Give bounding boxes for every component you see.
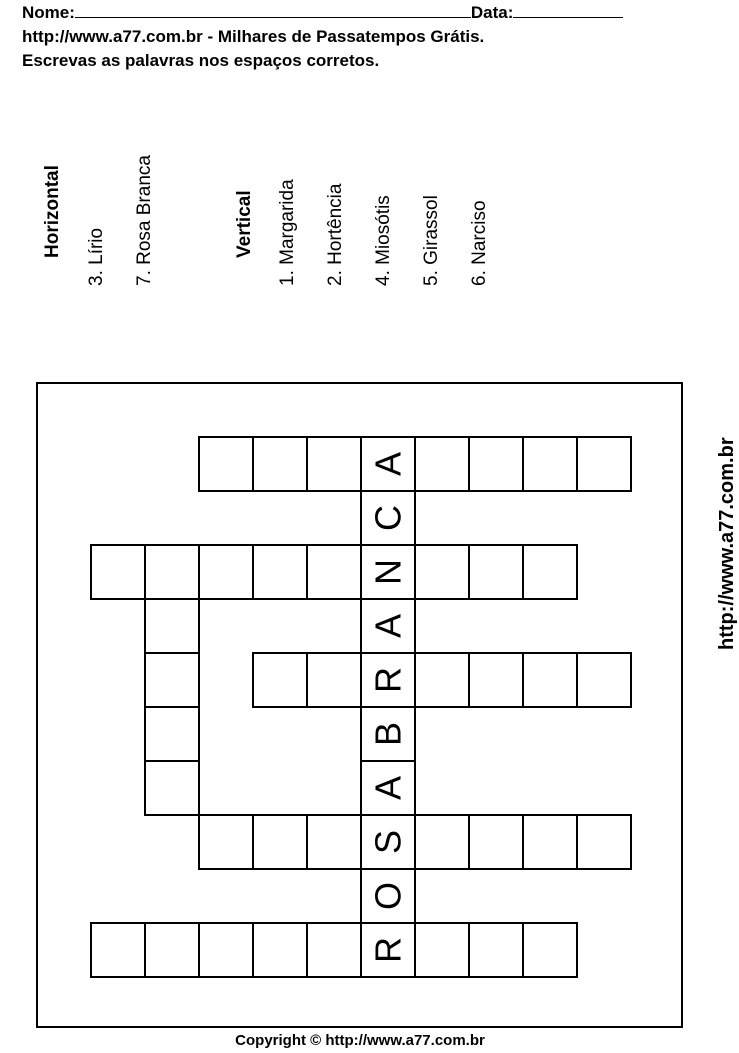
grid-cell[interactable]: [253, 545, 307, 599]
name-label: Nome:: [22, 3, 75, 22]
grid-cell[interactable]: [307, 815, 361, 869]
site-line: http://www.a77.com.br - Milhares de Passatempos Grátis.: [22, 27, 485, 46]
grid-cell[interactable]: [145, 599, 199, 653]
grid-cell[interactable]: [415, 815, 469, 869]
grid-cell[interactable]: [307, 437, 361, 491]
grid-cell[interactable]: [307, 923, 361, 977]
grid-cell[interactable]: [577, 653, 631, 707]
vertical-clue-1: 1. Margarida: [277, 179, 298, 286]
copyright: Copyright © http://www.a77.com.br: [235, 1032, 485, 1049]
grid-letter: A: [367, 775, 409, 801]
grid-cell[interactable]: [307, 653, 361, 707]
vertical-clue-4: 5. Girassol: [421, 195, 442, 286]
grid-cell[interactable]: [523, 437, 577, 491]
grid-cell[interactable]: [253, 653, 307, 707]
grid-cell[interactable]: [145, 761, 199, 815]
grid-cell[interactable]: [415, 653, 469, 707]
horizontal-title: Horizontal: [42, 165, 63, 258]
grid-letter: R: [367, 937, 409, 963]
grid-letter: A: [367, 613, 409, 639]
grid-cell[interactable]: [145, 653, 199, 707]
grid-cell[interactable]: [469, 815, 523, 869]
grid-letter: R: [367, 667, 409, 693]
side-url: http://www.a77.com.br: [716, 437, 738, 650]
grid-cell[interactable]: [145, 923, 199, 977]
grid-cell[interactable]: [253, 437, 307, 491]
grid-cell[interactable]: [145, 707, 199, 761]
instructions: Escrevas as palavras nos espaços corretos.: [22, 51, 380, 70]
grid-cell[interactable]: [523, 815, 577, 869]
grid-letter: N: [367, 559, 409, 585]
grid-letter: B: [367, 721, 409, 747]
grid-cell[interactable]: [253, 815, 307, 869]
grid-cell[interactable]: [415, 923, 469, 977]
grid-cell[interactable]: [523, 545, 577, 599]
grid-cell[interactable]: [91, 545, 145, 599]
grid-letter: S: [367, 829, 409, 855]
grid-cell[interactable]: [469, 437, 523, 491]
date-label: Data:: [470, 3, 514, 22]
grid-letter: O: [367, 881, 409, 911]
grid-cell[interactable]: [199, 545, 253, 599]
grid-cell[interactable]: [469, 653, 523, 707]
vertical-title: Vertical: [234, 190, 255, 258]
grid-cell[interactable]: [199, 923, 253, 977]
grid-letter: A: [367, 451, 409, 477]
grid-cell[interactable]: [253, 923, 307, 977]
grid-cell[interactable]: [415, 437, 469, 491]
grid-cell[interactable]: [523, 923, 577, 977]
grid-cell[interactable]: [469, 545, 523, 599]
vertical-clue-3: 4. Miosótis: [373, 195, 394, 286]
grid-cell[interactable]: [145, 545, 199, 599]
grid-cell[interactable]: [415, 545, 469, 599]
grid-cell[interactable]: [469, 923, 523, 977]
vertical-clue-5: 6. Narciso: [469, 200, 490, 286]
grid-cell[interactable]: [523, 653, 577, 707]
grid-letter: C: [367, 505, 409, 531]
horizontal-clue-1: 3. Lírio: [86, 227, 107, 286]
grid-cell[interactable]: [91, 923, 145, 977]
vertical-clue-2: 2. Hortência: [325, 183, 346, 286]
grid-cell[interactable]: [199, 437, 253, 491]
grid-cell[interactable]: [199, 815, 253, 869]
grid-cell[interactable]: [307, 545, 361, 599]
grid-cell[interactable]: [577, 815, 631, 869]
grid-cell[interactable]: [577, 437, 631, 491]
horizontal-clue-2: 7. Rosa Branca: [134, 155, 155, 286]
